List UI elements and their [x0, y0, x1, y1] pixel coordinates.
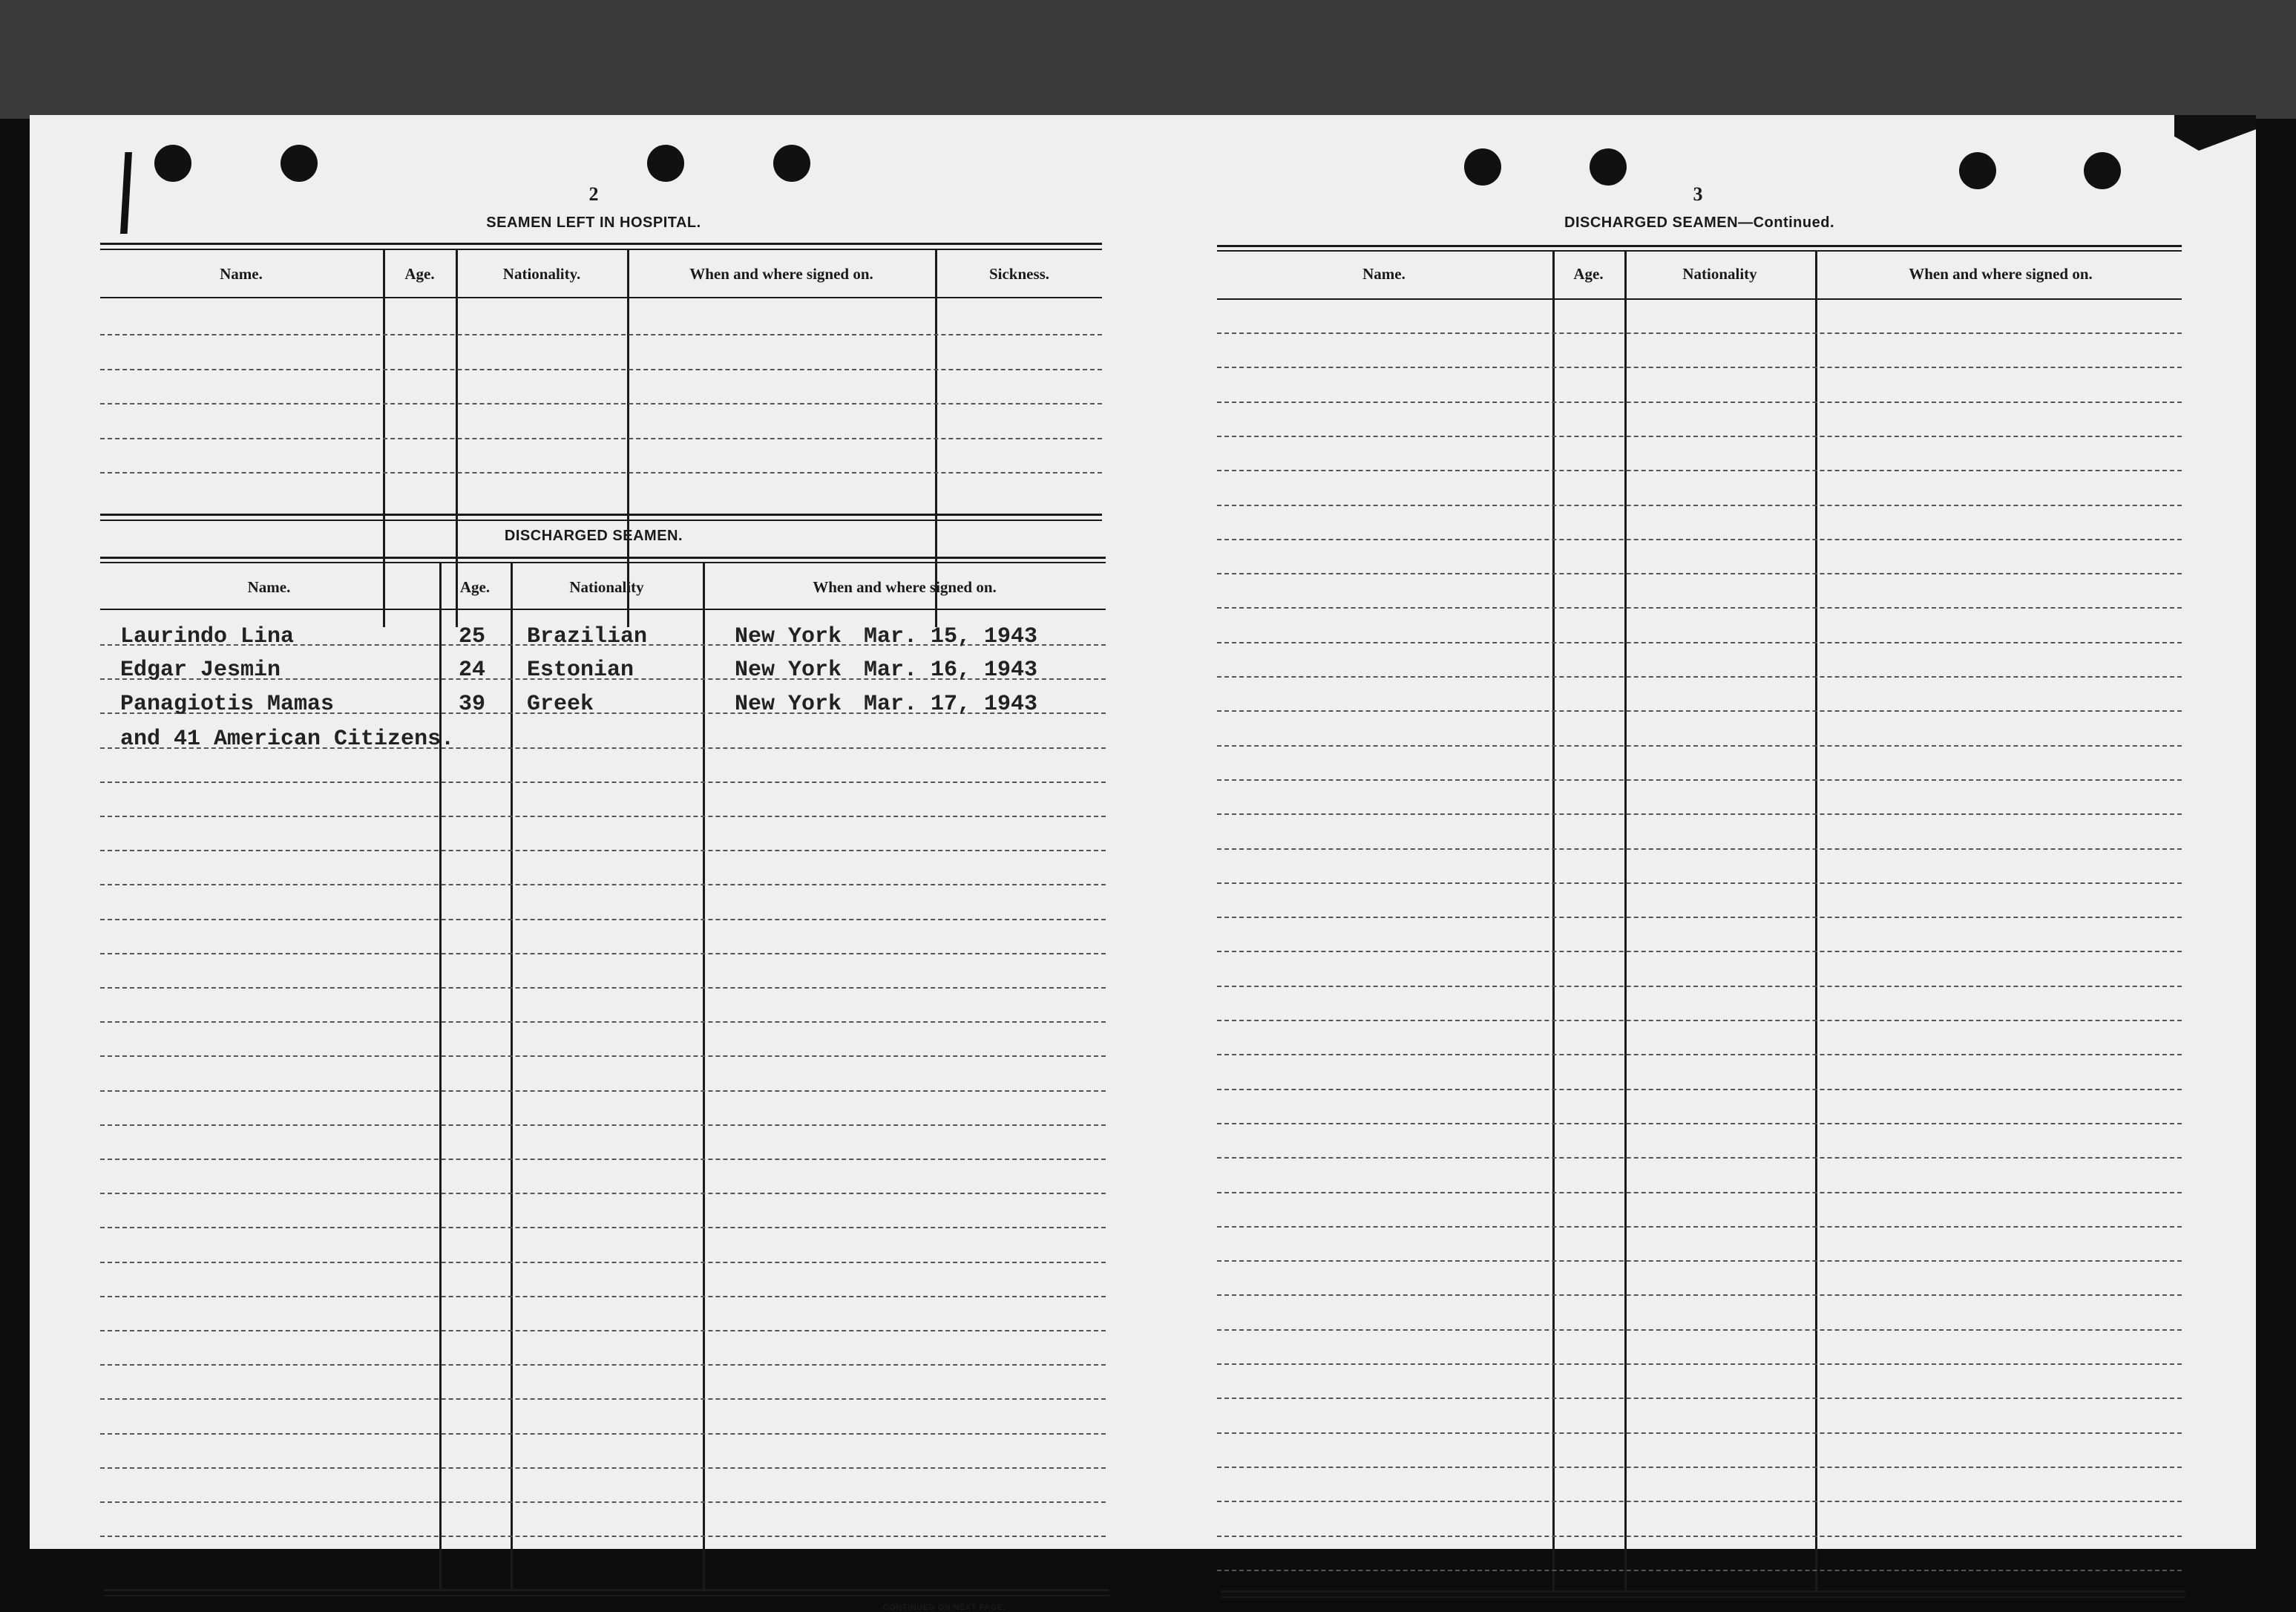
- ruled-line: [1217, 573, 2182, 574]
- entry-name: and 41 American Citizens.: [120, 727, 455, 752]
- ruled-line: [1217, 367, 2182, 368]
- ruled-line: [1217, 1192, 2182, 1193]
- ruled-line: [1217, 1054, 2182, 1055]
- page-number-right: 3: [1693, 183, 1703, 205]
- ruled-line: [100, 1330, 1106, 1331]
- ruled-line: [100, 1296, 1106, 1297]
- ruled-line: [1217, 1020, 2182, 1021]
- ruled-line: [100, 1262, 1106, 1263]
- ruled-line: [1217, 436, 2182, 437]
- continued-note: CONTINUED ON NEXT PAGE.: [883, 1603, 1006, 1612]
- entry-age: 24: [459, 658, 486, 683]
- binder-hole: [1464, 148, 1501, 186]
- ruled-line: [100, 1090, 1106, 1092]
- ruled-line: [100, 987, 1106, 989]
- right-col-divider: [1552, 250, 1555, 1590]
- ruled-line: [1217, 1570, 2182, 1571]
- ruled-line: [1217, 1398, 2182, 1399]
- discharged-bottom-rule-2: [104, 1595, 1109, 1596]
- entry-nationality: Brazilian: [527, 624, 648, 649]
- ruled-line: [1217, 1089, 2182, 1090]
- ruled-line: [1217, 470, 2182, 471]
- discharged-col-nationality: Nationality: [569, 578, 644, 596]
- ruled-line: [1217, 1294, 2182, 1296]
- ruled-line: [100, 816, 1106, 817]
- discharged-col-divider: [439, 562, 442, 1589]
- hospital-bottom-rule-2: [100, 520, 1102, 521]
- entry-place: New York: [735, 692, 842, 717]
- torn-corner: [2174, 115, 2256, 151]
- binder-hole: [773, 145, 810, 182]
- ruled-line: [1217, 1329, 2182, 1331]
- entry-name: Laurindo Lina: [120, 624, 295, 649]
- ruled-line: [100, 884, 1106, 885]
- ruled-line: [1217, 882, 2182, 884]
- discharged-bottom-rule: [104, 1589, 1109, 1591]
- right-col-age: Age.: [1573, 265, 1604, 283]
- ruled-line: [100, 1021, 1106, 1023]
- ruled-line: [100, 919, 1106, 920]
- ruled-line: [100, 334, 1102, 335]
- page-number-left: 2: [588, 183, 599, 205]
- torn-edge: [120, 152, 132, 234]
- ruled-line: [1217, 745, 2182, 747]
- ruled-line: [100, 1398, 1106, 1400]
- ruled-line: [1217, 505, 2182, 506]
- ruled-line: [1217, 1260, 2182, 1262]
- hospital-section-title: SEAMEN LEFT IN HOSPITAL.: [486, 214, 701, 231]
- hospital-header-rule: [100, 297, 1102, 298]
- ruled-line: [1217, 1226, 2182, 1228]
- binder-hole: [1590, 148, 1627, 186]
- ruled-line: [1217, 986, 2182, 987]
- scanner-background: [0, 0, 2296, 119]
- binder-hole: [2084, 152, 2121, 189]
- ruled-line: [100, 472, 1102, 474]
- ruled-line: [100, 1159, 1106, 1160]
- entry-name: Panagiotis Mamas: [120, 692, 335, 717]
- binder-hole: [281, 145, 318, 182]
- ruled-line: [100, 1536, 1106, 1537]
- discharged-section-title: DISCHARGED SEAMEN.: [504, 528, 683, 544]
- ruled-line: [1217, 813, 2182, 815]
- ruled-line: [1217, 1536, 2182, 1537]
- ruled-line: [100, 1364, 1106, 1366]
- ruled-line: [1217, 607, 2182, 609]
- ruled-line: [100, 850, 1106, 851]
- discharged-header-rule: [100, 609, 1106, 610]
- ruled-line: [1217, 1363, 2182, 1365]
- document-sheet: [30, 115, 2256, 1612]
- ruled-line: [100, 369, 1102, 370]
- entry-date: Mar. 15, 1943: [864, 624, 1038, 649]
- ruled-line: [100, 1227, 1106, 1228]
- hospital-col-nationality: Nationality.: [502, 265, 581, 283]
- binder-hole: [647, 145, 684, 182]
- ruled-line: [100, 1467, 1106, 1469]
- hospital-col-age: Age.: [404, 265, 435, 283]
- ruled-line: [100, 1501, 1106, 1503]
- discharged-col-name: Name.: [247, 578, 291, 596]
- ruled-line: [1217, 710, 2182, 712]
- hospital-bottom-rule: [100, 514, 1102, 516]
- ruled-line: [1217, 402, 2182, 403]
- right-bottom-rule: [1221, 1590, 2185, 1593]
- entry-age: 39: [459, 692, 486, 717]
- discharged-col-divider: [511, 562, 513, 1589]
- right-header-rule: [1217, 298, 2182, 300]
- binder-hole: [154, 145, 191, 182]
- ruled-line: [1217, 1501, 2182, 1502]
- right-col-name: Name.: [1362, 265, 1406, 283]
- discharged-top-rule: [100, 557, 1106, 559]
- right-col-divider: [1815, 250, 1817, 1590]
- entry-age: 25: [459, 624, 486, 649]
- ruled-line: [1217, 332, 2182, 334]
- right-top-rule-2: [1217, 250, 2182, 252]
- hospital-top-rule-2: [100, 249, 1102, 250]
- ruled-line: [1217, 1123, 2182, 1124]
- ruled-line: [1217, 676, 2182, 678]
- discharged-continued-title: DISCHARGED SEAMEN—Continued.: [1564, 214, 1834, 231]
- right-col-nationality: Nationality: [1682, 265, 1757, 283]
- entry-place: New York: [735, 658, 842, 683]
- ruled-line: [1217, 951, 2182, 952]
- ruled-line: [1217, 1467, 2182, 1468]
- entry-date: Mar. 17, 1943: [864, 692, 1038, 717]
- ruled-line: [100, 1124, 1106, 1126]
- discharged-col-divider: [703, 562, 705, 1589]
- discharged-col-signed-on: When and where signed on.: [813, 578, 997, 596]
- ruled-line: [1217, 539, 2182, 540]
- right-bottom-rule-2: [1221, 1596, 2185, 1598]
- ruled-line: [1217, 848, 2182, 850]
- ruled-line: [1217, 1432, 2182, 1434]
- hospital-top-rule: [100, 243, 1102, 245]
- entry-nationality: Greek: [527, 692, 594, 717]
- discharged-col-age: Age.: [459, 578, 491, 596]
- right-col-divider: [1624, 250, 1627, 1590]
- ruled-line: [100, 1193, 1106, 1194]
- discharged-top-rule-2: [100, 562, 1106, 563]
- ruled-line: [100, 438, 1102, 439]
- entry-date: Mar. 16, 1943: [864, 658, 1038, 683]
- ruled-line: [1217, 1157, 2182, 1159]
- hospital-col-sickness: Sickness.: [988, 265, 1050, 283]
- ruled-line: [100, 782, 1106, 783]
- right-top-rule: [1217, 245, 2182, 247]
- right-col-signed-on: When and where signed on.: [1909, 265, 2093, 283]
- hospital-col-name: Name.: [220, 265, 263, 283]
- binder-hole: [1959, 152, 1996, 189]
- entry-place: New York: [735, 624, 842, 649]
- hospital-col-signed-on: When and where signed on.: [689, 265, 873, 283]
- ruled-line: [1217, 779, 2182, 781]
- ruled-line: [1217, 642, 2182, 643]
- entry-nationality: Estonian: [527, 658, 634, 683]
- ruled-line: [1217, 917, 2182, 918]
- ruled-line: [100, 1433, 1106, 1435]
- ruled-line: [100, 1055, 1106, 1057]
- entry-name: Edgar Jesmin: [120, 658, 281, 683]
- ruled-line: [100, 403, 1102, 404]
- ruled-line: [100, 953, 1106, 954]
